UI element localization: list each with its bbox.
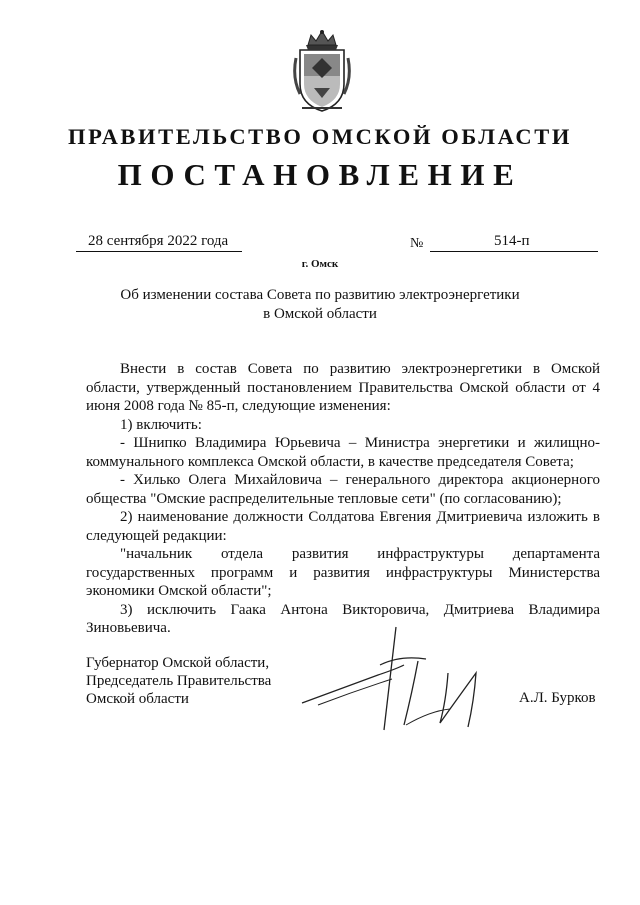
handwritten-signature-icon (300, 625, 520, 740)
body-paragraph: - Хилько Олега Михайловича – генерального директора акционерного общества "Омские распределительные тепловые сети" (по согласованию); (86, 472, 600, 507)
signatory-title-line: Председатель Правительства (86, 673, 272, 689)
body-paragraph: Внести в состав Совета по развитию электроэнергетики в Омской области, утвержденный постановлением Правительства Омской области от 4 июня 2008 года № 85-п, следующие изменения: (86, 361, 600, 414)
document-date: 28 сентября 2022 года (88, 233, 229, 249)
body-paragraph: - Шнипко Владимира Юрьевича – Министра энергетики и жилищно-коммунального комплекса Омской области, в качестве председателя Совета; (86, 435, 600, 470)
city: г. Омск (301, 258, 339, 270)
number-sign: № (410, 236, 424, 251)
government-name: ПРАВИТЕЛЬСТВО ОМСКОЙ ОБЛАСТИ (68, 124, 572, 149)
signatory-title-line: Омской области (86, 691, 189, 707)
document-body (86, 360, 600, 638)
number-field (430, 233, 598, 252)
subject-line-1: Об изменении состава Совета по развитию электроэнергетики (120, 287, 520, 303)
signatory-title (86, 654, 271, 708)
coat-of-arms-icon (292, 28, 352, 112)
signatory-title-line: Губернатор Омской области, (86, 655, 270, 671)
number-underline (430, 251, 598, 252)
date-field (76, 233, 242, 252)
subject-line-2: в Омской области (263, 306, 377, 322)
body-paragraph: "начальник отдела развития инфраструктуры департамента государственных программ и развития инфраструктуры Министерства экономики Омской области"; (86, 546, 600, 599)
document-subject (110, 286, 530, 324)
document-number: 514-п (494, 233, 530, 249)
document-type: ПОСТАНОВЛЕНИЕ (117, 157, 523, 192)
body-paragraph: 1) включить: (120, 416, 202, 433)
body-paragraph: 3) исключить Гаака Антона Викторовича, Дмитриева Владимира Зиновьевича. (86, 601, 600, 636)
date-underline (76, 251, 242, 252)
body-paragraph: 2) наименование должности Солдатова Евгения Дмитриевича изложить в следующей редакции: (86, 509, 600, 544)
signatory-name: А.Л. Бурков (519, 690, 596, 706)
